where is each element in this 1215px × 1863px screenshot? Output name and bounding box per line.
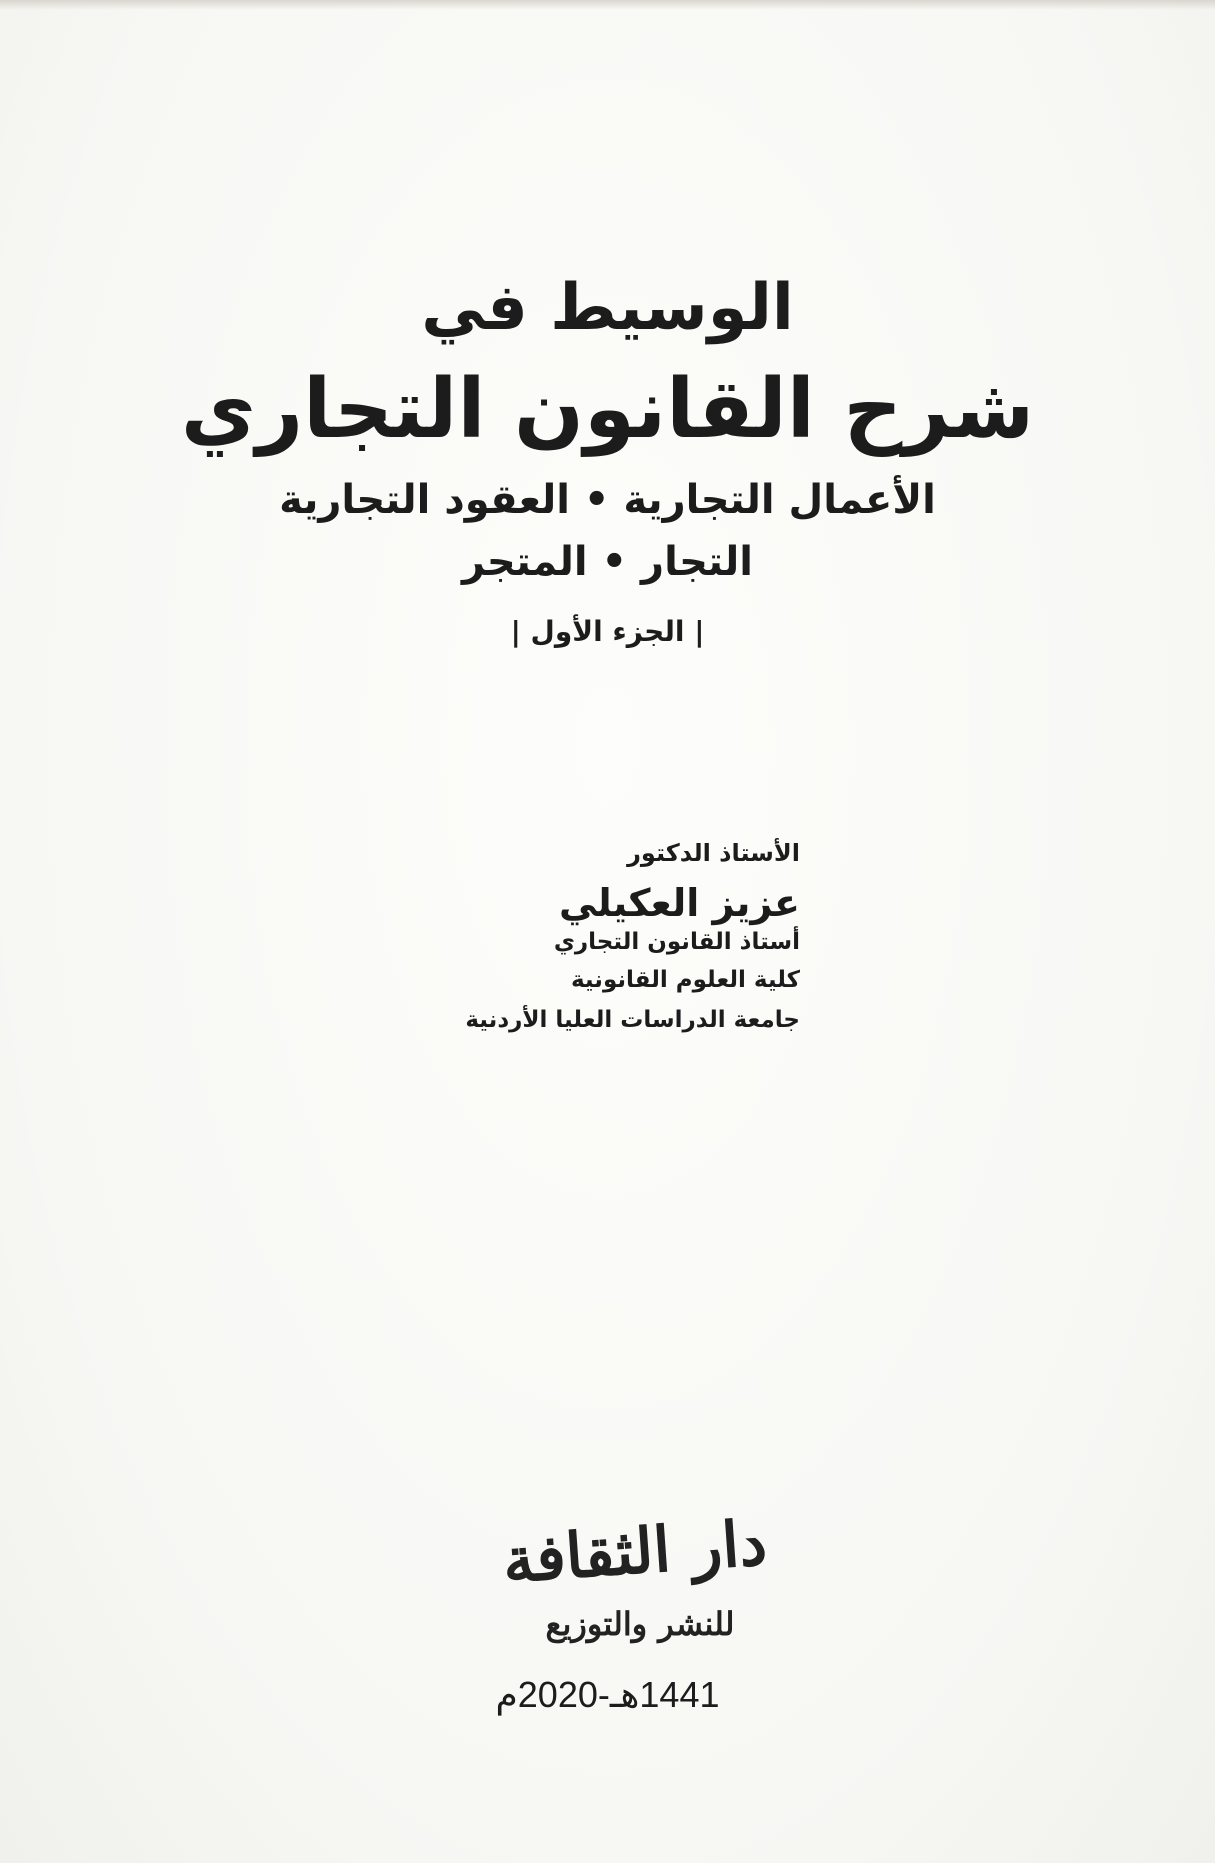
book-subtitle-line-1: الأعمال التجارية • العقود التجارية [279,477,936,523]
publisher-name: دار الثقافة [500,1505,770,1598]
author-university: جامعة الدراسات العليا الأردنية [465,1007,800,1033]
author-faculty: كلية العلوم القانونية [570,967,800,993]
book-title-line-1: الوسيط في [421,271,794,345]
author-academic-title: الأستاذ الدكتور [627,839,800,867]
author-position: أستاذ القانون التجاري [553,929,800,955]
volume-label: | الجزء الأول | [510,615,705,648]
author-name: عزيز العكيلي [558,881,800,925]
book-title-line-2: شرح القانون التجاري [180,362,1035,457]
book-subtitle-line-2: التجار • المتجر [462,539,753,585]
publisher-logo [500,1495,770,1655]
publication-year: 1441هـ-2020م [495,1674,720,1715]
publisher-tagline: للنشر والتوزيع [545,1605,735,1643]
page-edge-shadow [0,0,1215,10]
